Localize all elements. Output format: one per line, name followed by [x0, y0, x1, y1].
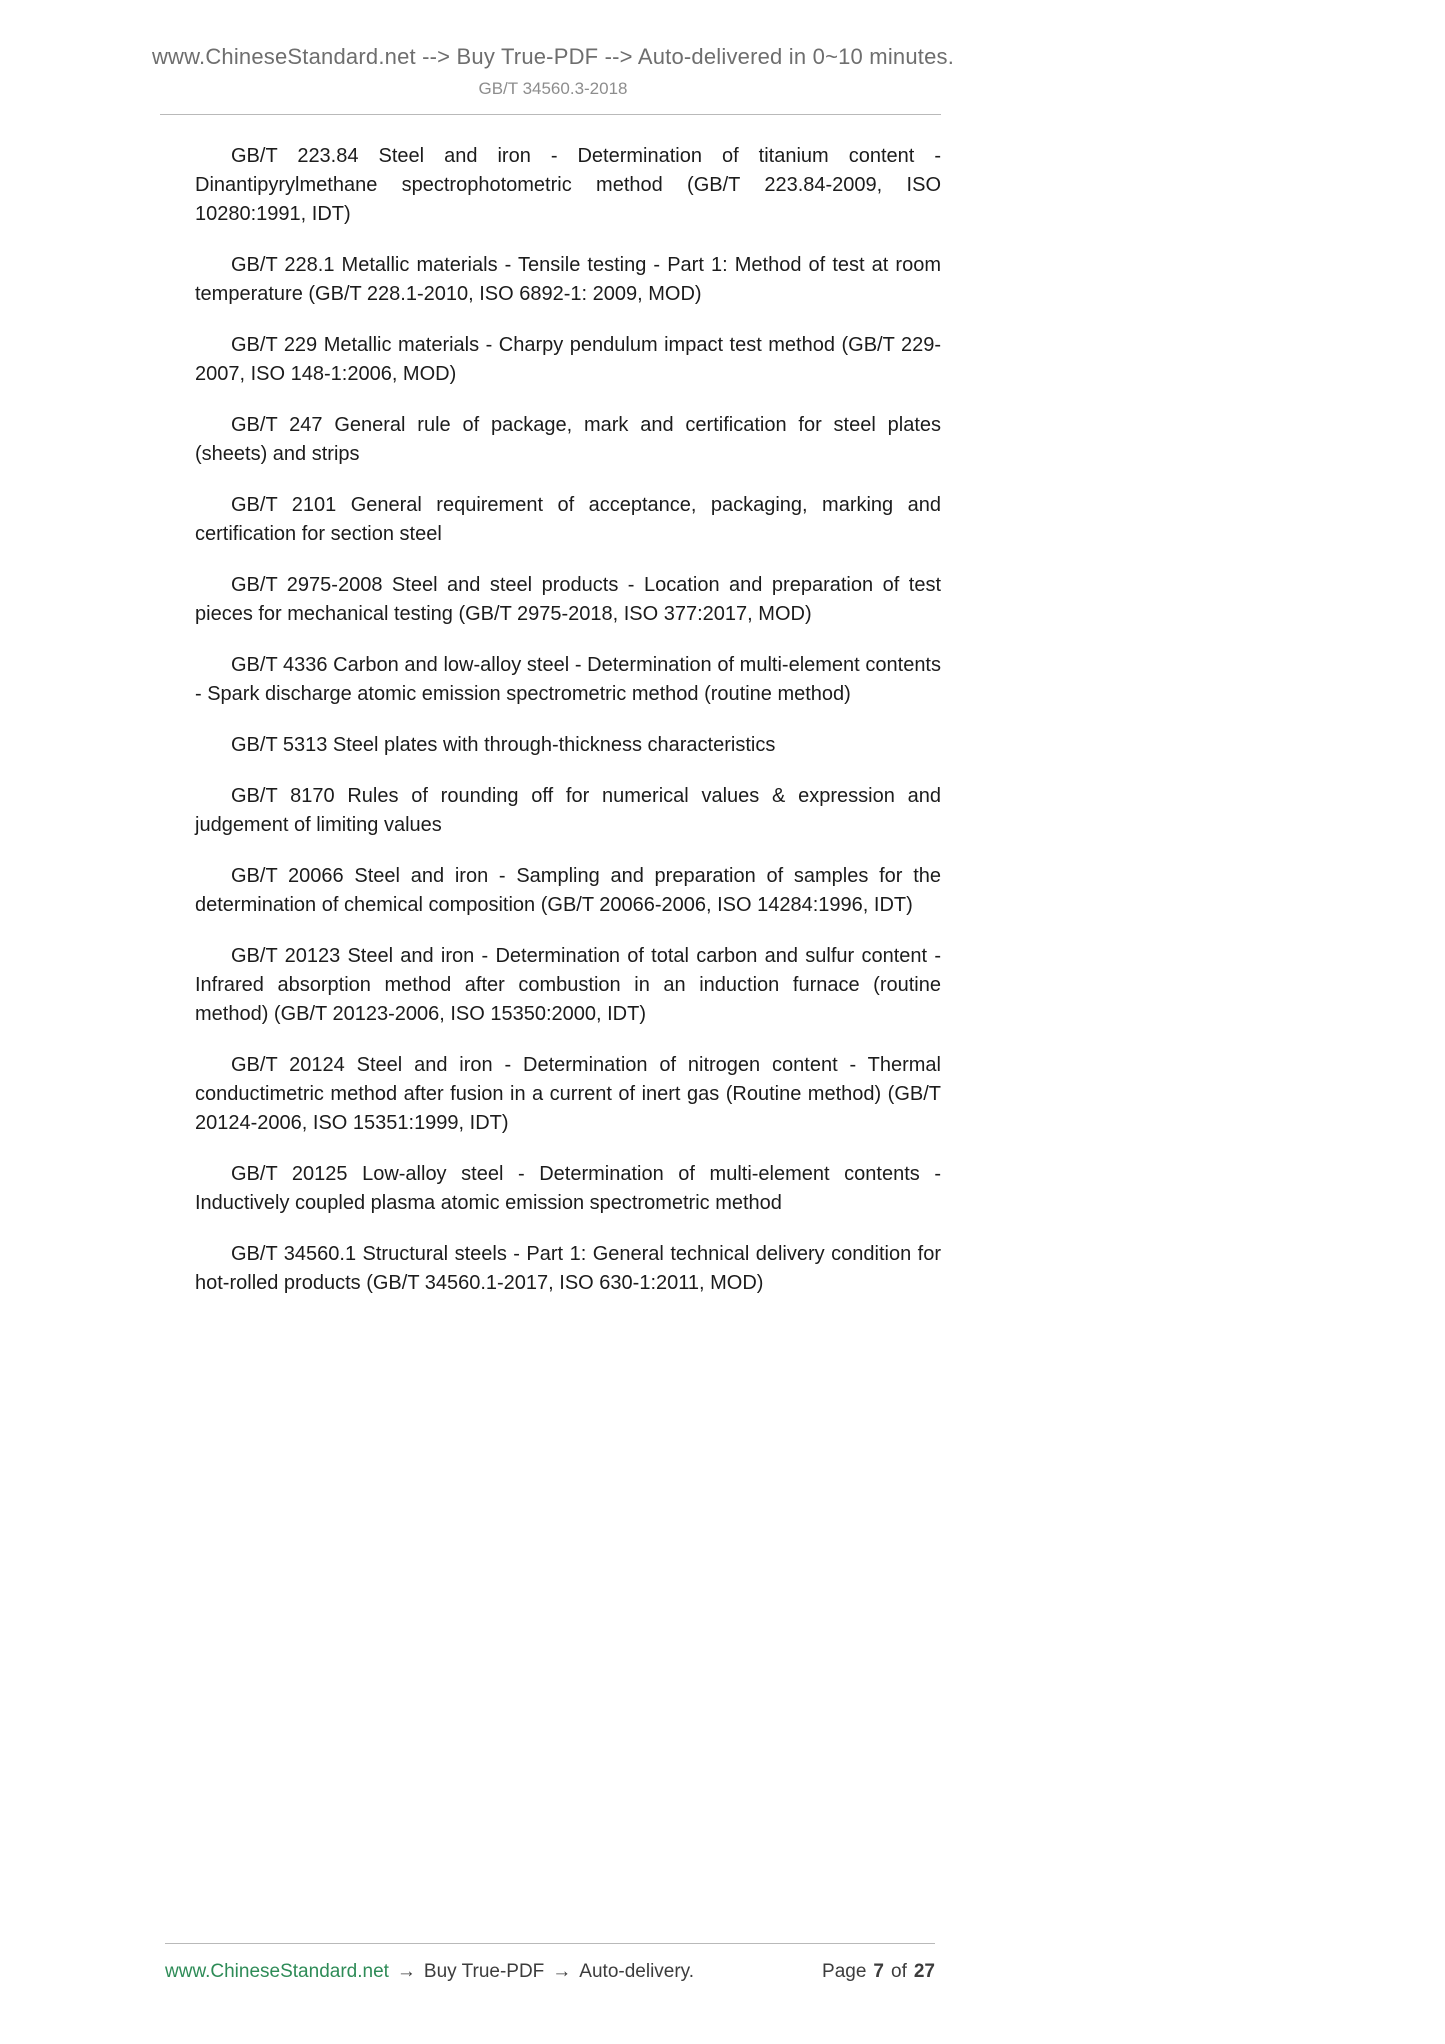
reference-paragraph: GB/T 8170 Rules of rounding off for numerical values & expression and judgement of limiting values — [195, 785, 941, 836]
reference-paragraph: GB/T 20066 Steel and iron - Sampling and preparation of samples for the determination of chemical composition (GB/T 20066-2006, ISO 14284:1996, IDT) — [195, 865, 941, 916]
reference-paragraph: GB/T 20125 Low-alloy steel - Determination of multi-element contents - Inductively coupled plasma atomic emission spectrometric method — [195, 1163, 941, 1214]
reference-paragraph: GB/T 5313 Steel plates with through-thickness characteristics — [231, 734, 776, 756]
reference-paragraph: GB/T 2975-2008 Steel and steel products - Location and preparation of test pieces for mechanical testing (GB/T 2975-2018, ISO 377:2017, MOD) — [195, 574, 941, 625]
of-label: of — [891, 1961, 907, 1982]
reference-paragraph: GB/T 20123 Steel and iron - Determination of total carbon and sulfur content - Infrared absorption method after combustion in an induction furnace (routine method) (GB/T 20123-2006, ISO 15350:2000, IDT) — [195, 945, 941, 1025]
footer-site-link[interactable]: www.ChineseStandard.net — [165, 1961, 389, 1982]
page-footer — [165, 1943, 935, 1983]
arrow-icon: → — [552, 1961, 572, 1982]
page-label: Page — [822, 1961, 867, 1982]
footer-left — [165, 1961, 694, 1983]
arrow-icon: → — [396, 1961, 416, 1982]
total-pages: 27 — [913, 1961, 935, 1982]
reference-paragraph: GB/T 4336 Carbon and low-alloy steel - Determination of multi-element contents - Spark discharge atomic emission spectrometric method (routine method) — [195, 654, 941, 705]
reference-paragraph: GB/T 247 General rule of package, mark and certification for steel plates (sheets) and strips — [195, 414, 941, 465]
reference-paragraph: GB/T 34560.1 Structural steels - Part 1: General technical delivery condition for hot-rolled products (GB/T 34560.1-2017, ISO 630-1:2011, MOD) — [195, 1243, 941, 1294]
footer-delivery-text: Auto-delivery. — [579, 1961, 695, 1982]
page-indicator — [822, 1961, 935, 1983]
reference-paragraph: GB/T 223.84 Steel and iron - Determination of titanium content - Dinantipyrylmethane spectrophotometric method (GB/T 223.84-2009, ISO 10280:1991, IDT) — [195, 145, 941, 225]
header-tagline: www.ChineseStandard.net --> Buy True-PDF --> Auto-delivered in 0~10 minutes. — [151, 44, 955, 69]
document-code: GB/T 34560.3-2018 — [478, 79, 628, 98]
page-number: 7 — [873, 1961, 884, 1982]
reference-paragraph: GB/T 229 Metallic materials - Charpy pendulum impact test method (GB/T 229-2007, ISO 148-1:2006, MOD) — [195, 334, 941, 385]
references-list — [195, 142, 941, 1298]
page-header — [0, 0, 1106, 99]
footer-buy-text: Buy True-PDF — [423, 1961, 545, 1982]
header-divider — [160, 114, 941, 115]
reference-paragraph: GB/T 228.1 Metallic materials - Tensile testing - Part 1: Method of test at room temperature (GB/T 228.1-2010, ISO 6892-1: 2009, MOD) — [195, 254, 941, 305]
reference-paragraph: GB/T 20124 Steel and iron - Determination of nitrogen content - Thermal conductimetric method after fusion in a current of inert gas (Routine method) (GB/T 20124-2006, ISO 15351:1999, IDT) — [195, 1054, 941, 1134]
footer-row — [165, 1944, 935, 1983]
reference-paragraph: GB/T 2101 General requirement of acceptance, packaging, marking and certification for section steel — [195, 494, 941, 545]
